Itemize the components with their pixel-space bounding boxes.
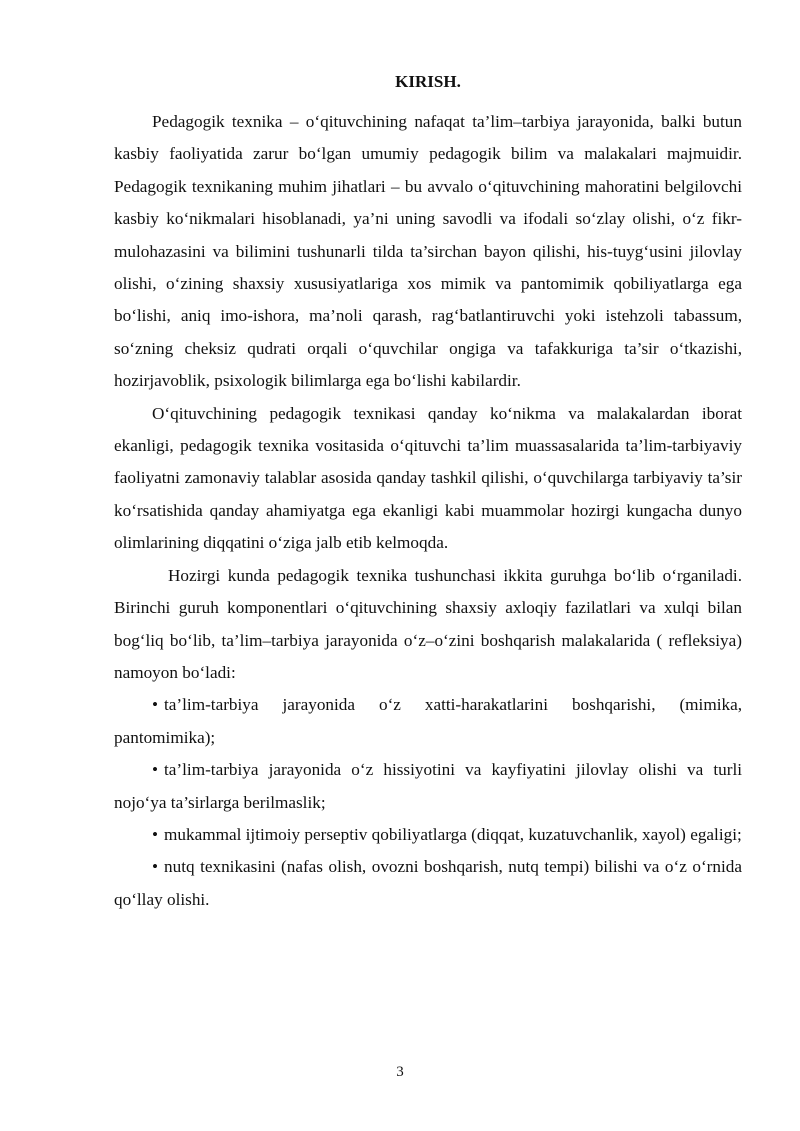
bullet-icon: •	[152, 695, 159, 715]
list-item-text: nutq texnikasini (nafas olish, ovozni boshqarish, nutq tempi) bilishi va o‘z o‘rnida qo‘llay olishi.	[114, 857, 742, 909]
list-item-text: mukammal ijtimoiy perseptiv qobiliyatlarga (diqqat, kuzatuvchanlik, xayol) egaligi;	[164, 824, 742, 844]
list-item	[114, 819, 742, 851]
paragraph-1: Pedagogik texnika – o‘qituvchining nafaqat ta’lim–tarbiya jarayonida, balki butun kasbiy faoliyatida zarur bo‘lgan umumiy pedagogik bilim va malakalari majmuidir. Pedagogik texnikaning muhim jihatlari – bu avvalo o‘qituvchining mahoratini belgilovchi kasbiy ko‘nikmalari hisoblanadi, ya’ni uning savodli va ifodali so‘zlay olishi, o‘z fikr-mulohazasini va bilimini tushunarli tilda ta’sirchan bayon qilishi, his-tuyg‘usini jilovlay olishi, o‘zining shaxsiy xususiyatlariga xos mimik va pantomimik qobiliyatlarga ega bo‘lishi, aniq imo-ishora, ma’noli qarash, rag‘batlantiruvchi yoki istehzoli tabassum, so‘zning cheksiz qudrati orqali o‘quvchilar ongiga va tafakkuriga ta’sir o‘tkazishi, hozirjavoblik, psixologik bilimlarga ega bo‘lishi kabilardir.	[114, 112, 742, 391]
page-title: KIRISH.	[395, 72, 461, 91]
bullet-icon: •	[152, 857, 159, 877]
bullet-list	[114, 689, 742, 916]
paragraph-2: O‘qituvchining pedagogik texnikasi qanday ko‘nikma va malakalardan iborat ekanligi, pedagogik texnika vositasida o‘qituvchi ta’lim muassasalarida ta’lim-tarbiyaviy faoliyatni zamonaviy talablar asosida qanday tashkil qilishi, o‘quvchilarga tarbiyaviy ta’sir ko‘rsatishida qanday ahamiyatga ega ekanligi kabi muammolar hozirgi kungacha dunyo olimlarining diqqatini o‘ziga jalb etib kelmoqda.	[114, 403, 742, 553]
bullet-icon: •	[152, 760, 159, 780]
list-item-text: ta’lim-tarbiya jarayonida o‘z hissiyotini va kayfiyatini jilovlay olishi va turli nojo‘ya ta’sirlarga berilmaslik;	[114, 760, 742, 812]
list-item-text: ta’lim-tarbiya jarayonida o‘z xatti-harakatlarini boshqarishi, (mimika, pantomimika);	[114, 695, 742, 747]
paragraph-3: Hozirgi kunda pedagogik texnika tushunchasi ikkita guruhga bo‘lib o‘rganiladi. Birinchi guruh komponentlari o‘qituvchining shaxsiy axloqiy fazilatlari va xulqi bilan bog‘liq bo‘lib, ta’lim–tarbiya jarayonida o‘z–o‘zini boshqarish malakalarida ( refleksiya) namoyon bo‘ladi:	[114, 565, 742, 682]
list-item	[114, 689, 742, 754]
page-number: 3	[396, 1064, 404, 1080]
bullet-icon: •	[152, 824, 159, 844]
document-page	[114, 72, 742, 916]
list-item	[114, 851, 742, 916]
list-item	[114, 754, 742, 819]
